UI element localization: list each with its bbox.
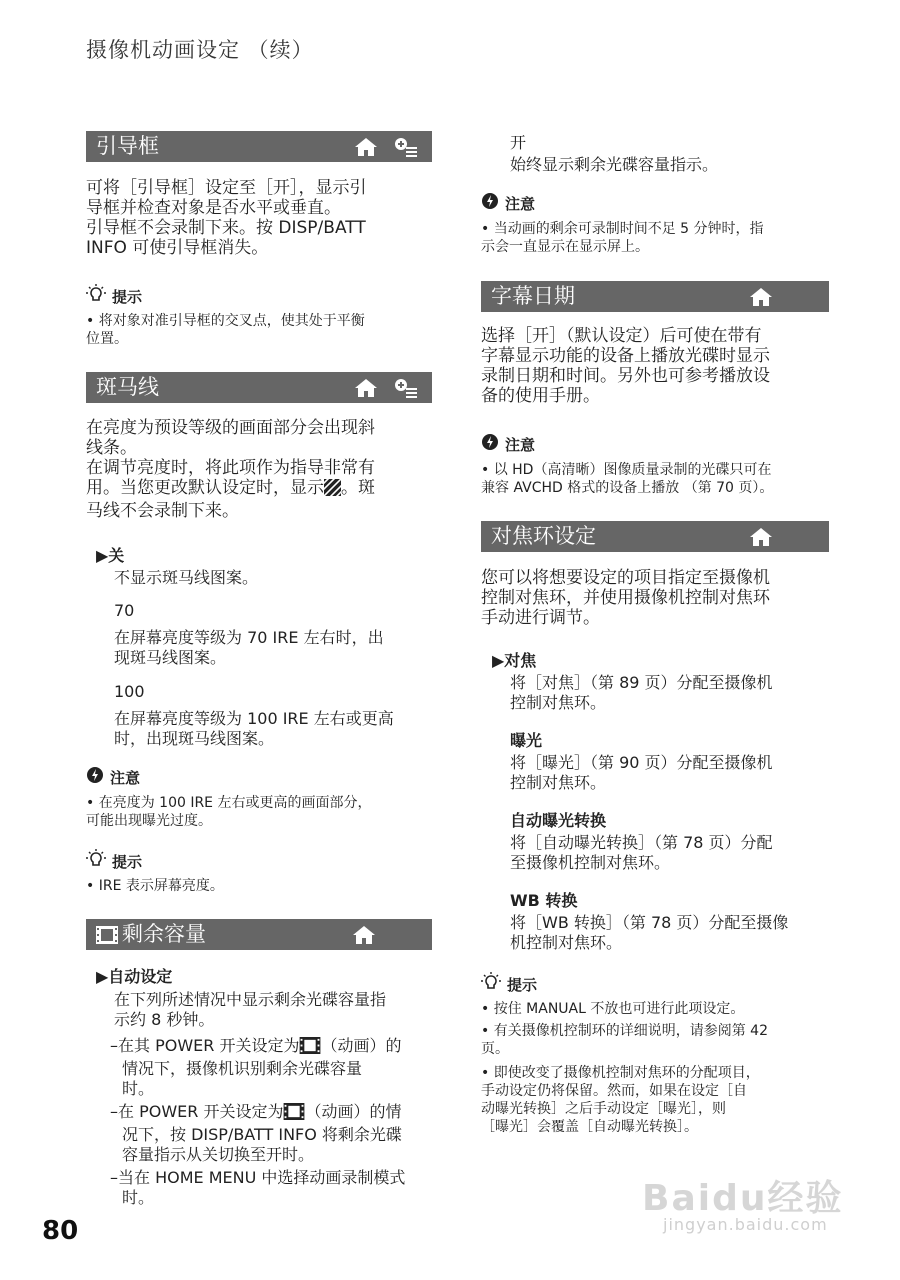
section-title: 对焦环设定: [491, 524, 596, 548]
film-icon: [299, 1037, 321, 1059]
tip-bullet: [481, 1064, 841, 1136]
tip-bullet: [481, 1000, 841, 1018]
option-exposure-text: [510, 753, 828, 793]
tip-heading: [86, 849, 142, 873]
caution-icon: [481, 192, 499, 214]
caution-heading: [86, 766, 140, 788]
caution-bullet: [86, 794, 444, 830]
focus-ring-body: [481, 568, 829, 628]
text-line: 页。: [481, 1041, 509, 1057]
text-line: INFO 可使引导框消失。: [86, 238, 269, 258]
text-line: 马线不会录制下来。: [86, 501, 239, 521]
text-line: ［曝光］会覆盖［自动曝光转换］。: [481, 1119, 698, 1135]
section-title: 引导框: [96, 134, 159, 158]
caution-bullet: [481, 461, 841, 497]
text-line: 将［自动曝光转换］（第 78 页）分配: [510, 833, 773, 852]
option-auto-text: [114, 990, 432, 1030]
section-bar-guide-frame: [86, 131, 432, 162]
text-line: • 当动画的剩余可录制时间不足 5 分钟时，指: [481, 221, 764, 237]
text-line: 手动进行调节。: [481, 608, 600, 628]
page-number: 80: [42, 1216, 79, 1246]
option-focus-label: ▶对焦: [492, 651, 537, 670]
text-line: 将［对焦］（第 89 页）分配至摄像机: [510, 673, 773, 692]
section-title: 字幕日期: [491, 284, 575, 308]
caution-label: 注意: [505, 194, 536, 213]
tip-heading: [481, 972, 537, 996]
text-line: 控制对焦环。: [510, 693, 607, 712]
tip-bullet: [86, 312, 444, 348]
option-70-text: [114, 628, 432, 668]
text-line: 在屏幕亮度等级为 70 IRE 左右时，出: [114, 628, 384, 647]
guide-frame-body: [86, 178, 432, 258]
tip-bullet: [481, 1022, 841, 1058]
text-line: • 有关摄像机控制环的详细说明，请参阅第 42: [481, 1023, 768, 1039]
text-line: 在调节亮度时，将此项作为指导非常有: [86, 458, 375, 478]
text-line: 线条。: [86, 438, 137, 458]
text-line: 可能出现曝光过度。: [86, 813, 212, 829]
watermark-url: jingyan.baidu.com: [663, 1215, 828, 1234]
option-off-label: ▶关: [96, 546, 125, 565]
watermark-brand: Baidu经验: [642, 1178, 844, 1219]
text-line: 兼容 AVCHD 格式的设备上播放 （第 70 页）。: [481, 480, 774, 496]
home-icon: [352, 925, 376, 945]
text-fragment: （动画）的情: [305, 1102, 402, 1121]
section-bar-remaining: [86, 919, 432, 950]
film-icon: [283, 1103, 305, 1125]
lightbulb-icon: [481, 972, 501, 996]
text-line: 情况下，摄像机识别剩余光碟容量: [122, 1059, 363, 1078]
text-fragment: –在其 POWER 开关设定为: [110, 1036, 300, 1055]
text-line: 控制对焦环。: [510, 773, 607, 792]
section-title: 斑马线: [96, 375, 159, 399]
text-line: 可将［引导框］设定至［开］，显示引: [86, 178, 367, 198]
home-icon: [354, 378, 378, 398]
text-line: 将［WB 转换］（第 78 页）分配至摄像: [510, 913, 789, 932]
caution-bullet: [481, 220, 841, 256]
tip-label: 提示: [507, 975, 538, 994]
text-line: 您可以将想要设定的项目指定至摄像机: [481, 568, 770, 588]
text-line: 示约 8 秒钟。: [114, 1010, 215, 1029]
text-line: 字幕显示功能的设备上播放光碟时显示: [481, 346, 770, 366]
text-line: 况下，按 DISP/BATT INFO 将剩余光碟: [122, 1125, 402, 1144]
caution-label: 注意: [505, 435, 536, 454]
text-line: 手动设定仍将保留。然而，如果在设定［自: [481, 1083, 747, 1099]
text-line: • 以 HD（高清晰）图像质量录制的光碟只可在: [481, 462, 772, 478]
lightbulb-icon: [86, 284, 106, 308]
caution-label: 注意: [110, 768, 141, 787]
text-line: 现斑马线图案。: [114, 648, 227, 667]
text-line: [86, 478, 432, 501]
zebra-body: [86, 418, 432, 521]
text-line: 时，出现斑马线图案。: [114, 729, 275, 748]
text-line: –当在 HOME MENU 中选择动画录制模式: [110, 1168, 406, 1187]
page-header: 摄像机动画设定 （续）: [86, 38, 314, 62]
tip-heading: [86, 284, 142, 308]
caution-icon: [481, 433, 499, 455]
caution-icon: [86, 766, 104, 788]
text-fragment: 用。当您更改默认设定时，显示: [86, 478, 324, 498]
dash-item-1: [110, 1036, 432, 1099]
home-icon: [354, 137, 378, 157]
text-line: 时。: [122, 1188, 155, 1207]
film-icon: [96, 926, 118, 944]
option-on-text: 始终显示剩余光碟容量指示。: [510, 155, 719, 174]
text-fragment: 。斑: [341, 478, 375, 498]
option-auto-label: ▶自动设定: [96, 967, 173, 986]
home-icon: [749, 527, 773, 547]
text-fragment: –在 POWER 开关设定为: [110, 1102, 284, 1121]
option-on-label: 开: [510, 133, 527, 152]
text-line: 在下列所述情况中显示剩余光碟容量指: [114, 990, 387, 1009]
text-line: 录制日期和时间。另外也可参考播放设: [481, 366, 770, 386]
text-line: 将［曝光］（第 90 页）分配至摄像机: [510, 753, 773, 772]
section-title: 剩余容量: [122, 922, 206, 946]
option-ae-shift-text: [510, 833, 828, 873]
option-wb-shift-text: [510, 913, 828, 953]
text-line: 导框并检查对象是否水平或垂直。: [86, 198, 341, 218]
option-wb-shift-label: WB 转换: [510, 891, 578, 910]
text-line: • 在亮度为 100 IRE 左右或更高的画面部分，: [86, 795, 372, 811]
text-line: • 按住 MANUAL 不放也可进行此项设定。: [481, 1001, 745, 1017]
text-line: 在亮度为预设等级的画面部分会出现斜: [86, 418, 375, 438]
text-line: 备的使用手册。: [481, 386, 600, 406]
lightbulb-icon: [86, 849, 106, 873]
text-line: 容量指示从关切换至开时。: [122, 1145, 315, 1164]
home-icon: [749, 287, 773, 307]
dash-item-3: [110, 1168, 432, 1208]
text-line: 时。: [122, 1079, 155, 1098]
caution-heading: [481, 192, 535, 214]
caution-heading: [481, 433, 535, 455]
option-focus-text: [510, 673, 828, 713]
text-line: 在屏幕亮度等级为 100 IRE 左右或更高: [114, 709, 394, 728]
option-menu-icon: [394, 378, 418, 398]
tip-label: 提示: [112, 852, 143, 871]
text-line: 动曝光转换］之后手动设定［曝光］，则: [481, 1101, 726, 1117]
text-line: [110, 1036, 432, 1059]
text-line: 至摄像机控制对焦环。: [510, 853, 671, 872]
section-bar-focus-ring: [481, 521, 829, 552]
data-code-body: [481, 326, 829, 406]
text-line: 机控制对焦环。: [510, 933, 623, 952]
text-line: 位置。: [86, 331, 128, 347]
option-70-label: 70: [114, 601, 135, 620]
text-line: • 即使改变了摄像机控制对焦环的分配项目，: [481, 1065, 760, 1081]
text-line: 引导框不会录制下来。按 DISP/BATT: [86, 218, 366, 238]
text-line: • 将对象对准引导框的交叉点，使其处于平衡: [86, 313, 365, 329]
text-line: 示会一直显示在显示屏上。: [481, 239, 649, 255]
text-line: [110, 1102, 432, 1125]
option-100-label: 100: [114, 682, 145, 701]
section-bar-zebra: [86, 372, 432, 403]
option-100-text: [114, 709, 432, 749]
text-line: 选择［开］（默认设定）后可使在带有: [481, 326, 762, 346]
option-exposure-label: 曝光: [510, 731, 543, 750]
tip-label: 提示: [112, 287, 143, 306]
tip-bullet: • IRE 表示屏幕亮度。: [86, 878, 224, 894]
option-ae-shift-label: 自动曝光转换: [510, 811, 607, 830]
option-off-text: 不显示斑马线图案。: [114, 568, 259, 587]
section-bar-data-code: [481, 281, 829, 312]
text-fragment: （动画）的: [321, 1036, 402, 1055]
zebra-icon: [324, 479, 341, 501]
option-menu-icon: [394, 137, 418, 157]
text-line: 控制对焦环，并使用摄像机控制对焦环: [481, 588, 770, 608]
dash-item-2: [110, 1102, 432, 1165]
